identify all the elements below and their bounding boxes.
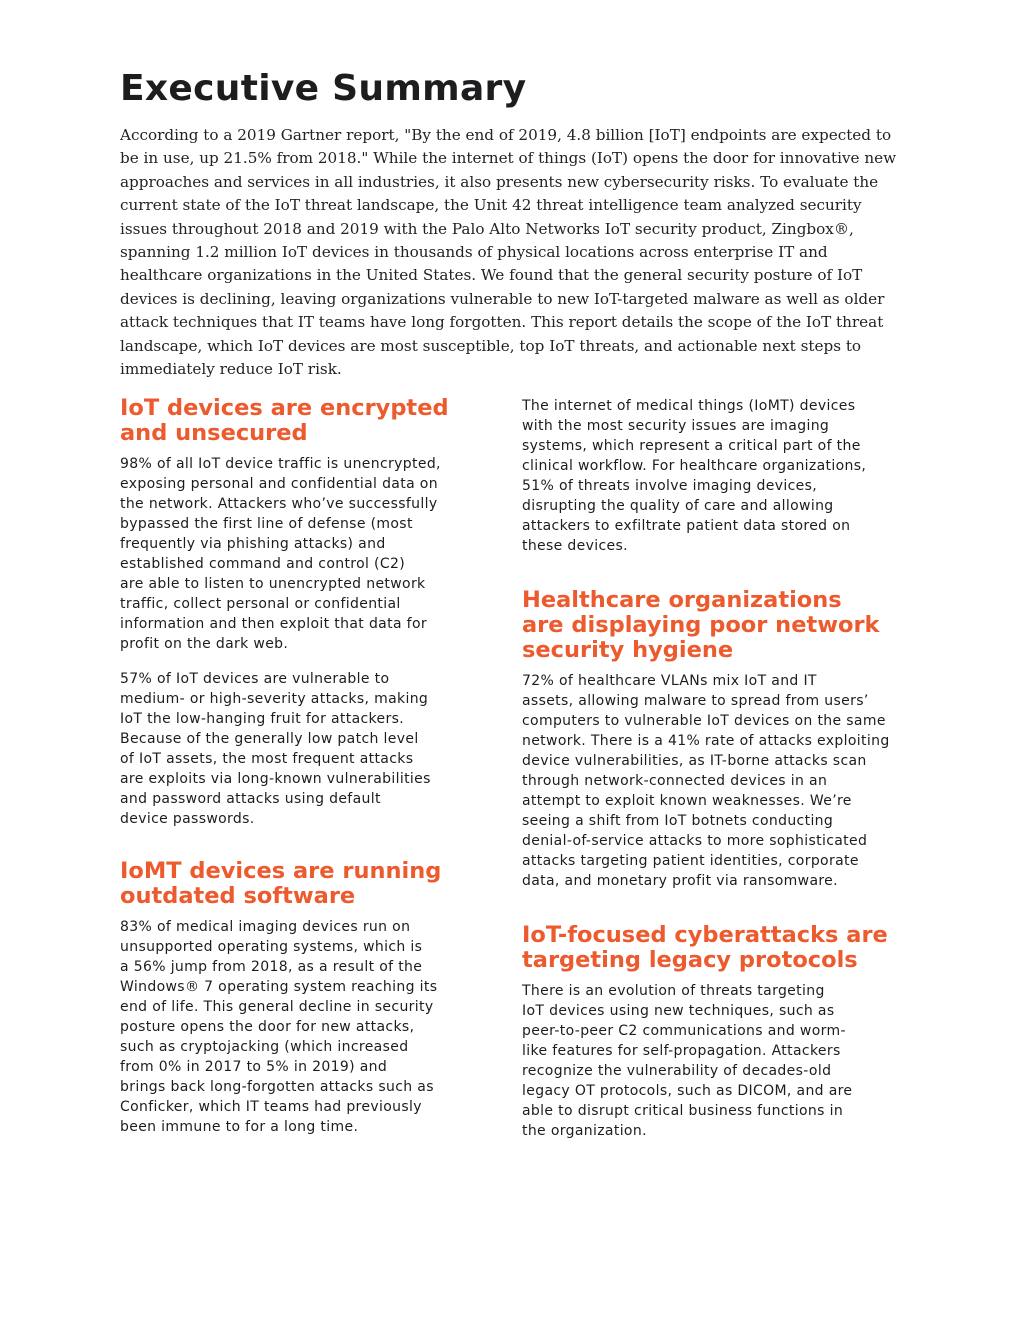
text-line: seeing a shift from IoT botnets conducting xyxy=(522,813,834,829)
text-line: 72% of healthcare VLANs mix IoT and IT xyxy=(522,673,817,689)
text-line: able to disrupt critical business functions in xyxy=(522,1103,844,1119)
text-line: established command and control (C2) xyxy=(120,556,406,572)
text-line: 98% of all IoT device traffic is unencrypted, xyxy=(120,456,441,472)
text-line: IoT devices using new techniques, such as xyxy=(522,1003,835,1019)
encrypted-paragraph-1 xyxy=(120,454,500,654)
heading-line: targeting legacy protocols xyxy=(522,947,858,973)
text-line: disrupting the quality of care and allowing xyxy=(522,498,834,514)
text-line: and password attacks using default xyxy=(120,791,381,807)
text-line: denial-of-service attacks to more sophisticated xyxy=(522,833,868,849)
text-line: traffic, collect personal or confidential xyxy=(120,596,401,612)
text-line: legacy OT protocols, such as DICOM, and are xyxy=(522,1083,853,1099)
text-line: are exploits via long-known vulnerabilities xyxy=(120,771,431,787)
section-heading-encrypted xyxy=(120,396,500,446)
text-line: attackers to exfiltrate patient data stored on xyxy=(522,518,851,534)
text-line: device passwords. xyxy=(120,811,255,827)
text-line: the network. Attackers who’ve successfully xyxy=(120,496,438,512)
section-heading-legacy xyxy=(522,923,902,973)
text-line: The internet of medical things (IoMT) devices xyxy=(522,398,856,414)
text-line: data, and monetary profit via ransomware. xyxy=(522,873,838,889)
heading-line: security hygiene xyxy=(522,637,734,663)
text-line: through network-connected devices in an xyxy=(522,773,828,789)
iomt-paragraph-2 xyxy=(522,396,902,556)
text-line: attacks targeting patient identities, corporate xyxy=(522,853,859,869)
text-line: Conficker, which IT teams had previously xyxy=(120,1099,422,1115)
left-column xyxy=(120,396,500,1137)
heading-line: IoMT devices are running xyxy=(120,858,442,884)
text-line: the organization. xyxy=(522,1123,647,1139)
section-heading-iomt xyxy=(120,859,500,909)
text-line: medium- or high-severity attacks, making xyxy=(120,691,429,707)
text-line: these devices. xyxy=(522,538,628,554)
text-line: systems, which represent a critical part of the xyxy=(522,438,861,454)
text-line: 51% of threats involve imaging devices, xyxy=(522,478,818,494)
text-line: attempt to exploit known weaknesses. We’re xyxy=(522,793,852,809)
text-line: information and then exploit that data for xyxy=(120,616,427,632)
text-line: device vulnerabilities, as IT-borne attacks scan xyxy=(522,753,867,769)
iomt-paragraph-1 xyxy=(120,917,500,1137)
right-column xyxy=(522,396,902,1141)
text-line: assets, allowing malware to spread from users’ xyxy=(522,693,869,709)
section-heading-healthcare xyxy=(522,588,902,663)
text-line: network. There is a 41% rate of attacks exploiting xyxy=(522,733,890,749)
encrypted-paragraph-2 xyxy=(120,669,500,829)
heading-line: IoT-focused cyberattacks are xyxy=(522,922,888,948)
text-line: of IoT assets, the most frequent attacks xyxy=(120,751,414,767)
text-line: exposing personal and confidential data on xyxy=(120,476,438,492)
text-line: recognize the vulnerability of decades-old xyxy=(522,1063,832,1079)
text-line: with the most security issues are imaging xyxy=(522,418,830,434)
text-line: peer-to-peer C2 communications and worm- xyxy=(522,1023,846,1039)
text-line: clinical workflow. For healthcare organizations, xyxy=(522,458,867,474)
text-line: posture opens the door for new attacks, xyxy=(120,1019,415,1035)
heading-line: are displaying poor network xyxy=(522,612,880,638)
text-line: profit on the dark web. xyxy=(120,636,289,652)
text-line: like features for self-propagation. Attackers xyxy=(522,1043,841,1059)
text-line: unsupported operating systems, which is xyxy=(120,939,423,955)
text-line: end of life. This general decline in security xyxy=(120,999,434,1015)
text-line: from 0% in 2017 to 5% in 2019) and xyxy=(120,1059,388,1075)
text-line: Because of the generally low patch level xyxy=(120,731,419,747)
text-line: are able to listen to unencrypted network xyxy=(120,576,426,592)
text-line: bypassed the first line of defense (most xyxy=(120,516,413,532)
text-line: There is an evolution of threats targeting xyxy=(522,983,825,999)
text-line: frequently via phishing attacks) and xyxy=(120,536,386,552)
text-line: 83% of medical imaging devices run on xyxy=(120,919,411,935)
intro-paragraph: According to a 2019 Gartner report, "By the end of 2019, 4.8 billion [IoT] endpoints are expected to be in use, up 21.5% from 2018." While the internet of things (IoT) opens the door for innovative new approaches and services in all industries, it also presents new cybersecurity risks. To evaluate the current state of the IoT threat landscape, the Unit 42 threat intelligence team analyzed security issues throughout 2018 and 2019 with the Palo Alto Networks IoT security product, Zingbox®, spanning 1.2 million IoT devices in thousands of physical locations across enterprise IT and healthcare organizations in the United States. We found that the general security posture of IoT devices is declining, leaving organizations vulnerable to new IoT-targeted malware as well as older attack techniques that IT teams have long forgotten. This report details the scope of the IoT threat landscape, which IoT devices are most susceptible, top IoT threats, and actionable next steps to immediately reduce IoT risk. xyxy=(120,126,897,379)
page-title: Executive Summary xyxy=(120,68,527,109)
legacy-paragraph-1 xyxy=(522,981,902,1141)
heading-line: outdated software xyxy=(120,883,356,909)
healthcare-paragraph-1 xyxy=(522,671,902,891)
heading-line: Healthcare organizations xyxy=(522,587,842,613)
text-line: IoT the low-hanging fruit for attackers. xyxy=(120,711,405,727)
text-line: computers to vulnerable IoT devices on the same xyxy=(522,713,886,729)
text-line: been immune to for a long time. xyxy=(120,1119,359,1135)
text-line: a 56% jump from 2018, as a result of the xyxy=(120,959,423,975)
text-line: such as cryptojacking (which increased xyxy=(120,1039,409,1055)
text-line: Windows® 7 operating system reaching its xyxy=(120,979,438,995)
heading-line: IoT devices are encrypted xyxy=(120,395,449,421)
text-line: 57% of IoT devices are vulnerable to xyxy=(120,671,390,687)
text-line: brings back long-forgotten attacks such as xyxy=(120,1079,434,1095)
heading-line: and unsecured xyxy=(120,420,308,446)
